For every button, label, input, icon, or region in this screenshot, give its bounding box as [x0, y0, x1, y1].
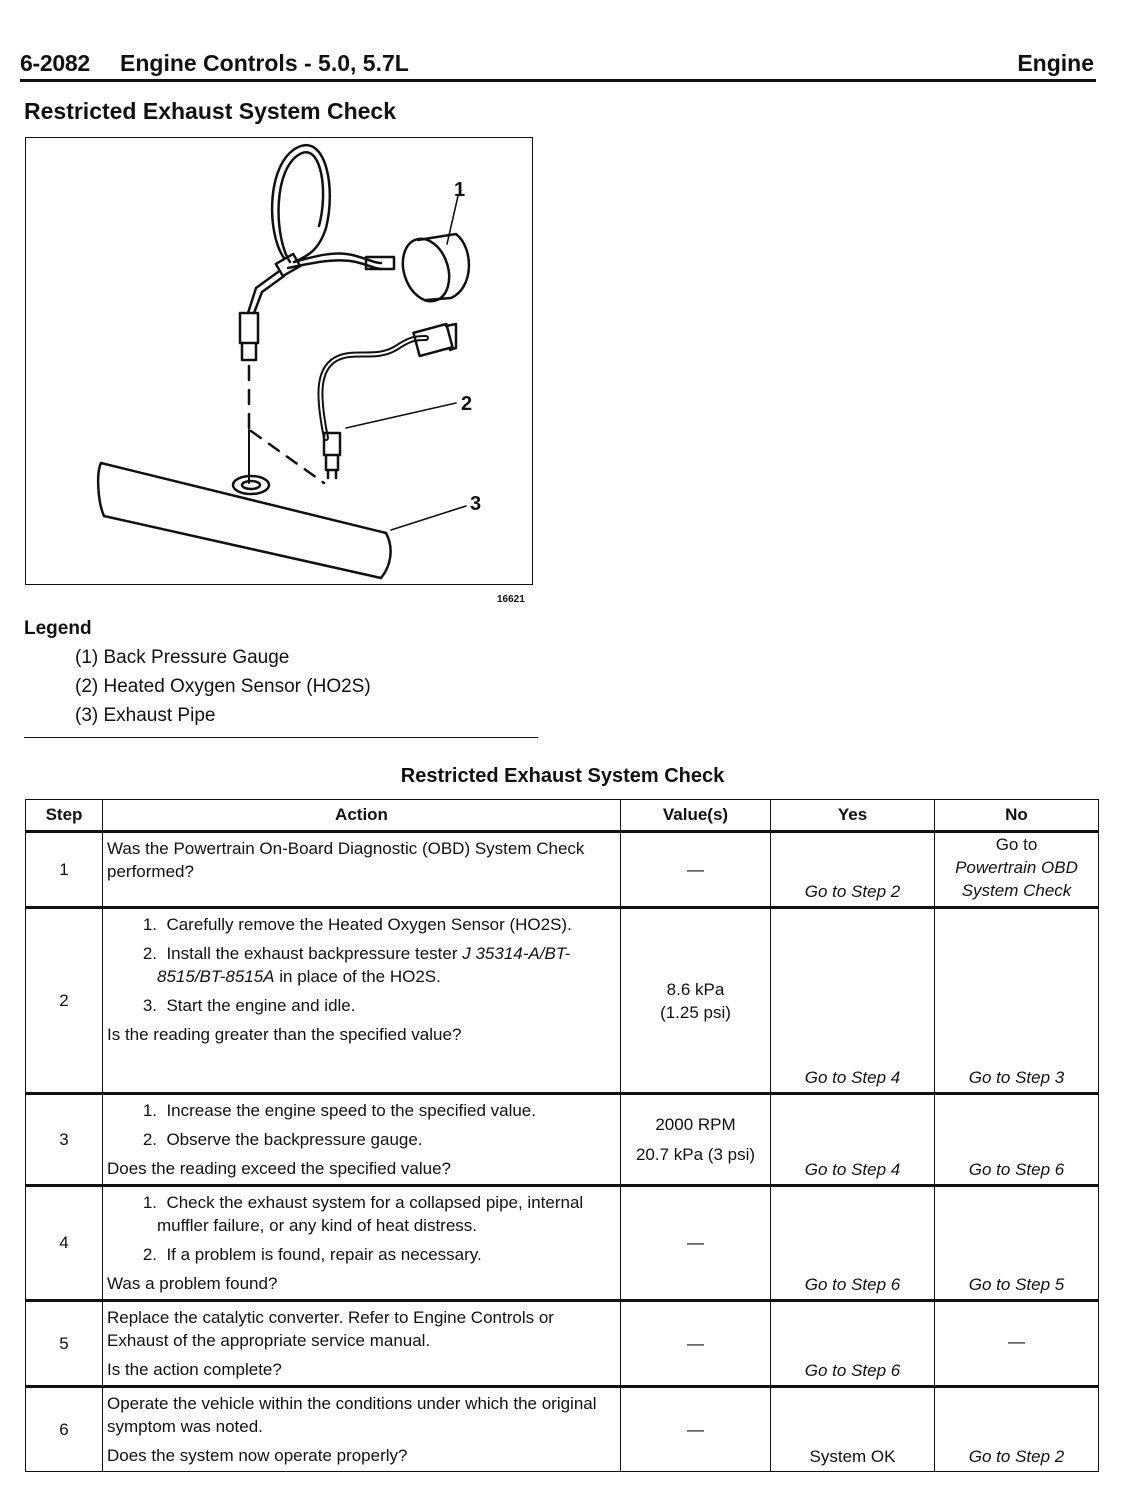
- exhaust-check-illustration: [25, 137, 533, 585]
- yes-action: Go to Step 4: [771, 908, 935, 1094]
- section-name: Engine: [1017, 50, 1094, 76]
- action-question: Is the action complete?: [107, 1360, 282, 1379]
- action-question: Does the reading exceed the specified value?: [107, 1159, 452, 1178]
- no-action: Go to Step 3: [935, 908, 1099, 1094]
- step-value: —: [621, 1186, 771, 1301]
- header-yes: Yes: [771, 800, 935, 832]
- action-question: Was a problem found?: [107, 1274, 278, 1293]
- action-list-item: 1. Increase the engine speed to the specified value.: [142, 1101, 536, 1120]
- step-number: 3: [26, 1094, 103, 1186]
- header-action: Action: [103, 800, 621, 832]
- table-row: [26, 1301, 1099, 1387]
- legend-title: Legend: [24, 618, 92, 639]
- step-value: —: [621, 1301, 771, 1387]
- yes-action: Go to Step 6: [771, 1186, 935, 1301]
- action-question: Does the system now operate properly?: [107, 1446, 408, 1465]
- header-step: Step: [26, 800, 103, 832]
- yes-action: Go to Step 6: [771, 1301, 935, 1387]
- action-list-item: 1. Check the exhaust system for a collapsed pipe, internal muffler failure, or any kind of heat distress.: [142, 1193, 584, 1235]
- table-row: [26, 1094, 1099, 1186]
- no-action: —: [935, 1301, 1099, 1387]
- table-row: [26, 908, 1099, 1094]
- step-number: 2: [26, 908, 103, 1094]
- step-number: 1: [26, 832, 103, 908]
- legend-list: [75, 646, 371, 733]
- legend-item: (1) Back Pressure Gauge: [75, 647, 290, 668]
- table-row: [26, 1186, 1099, 1301]
- step-value: —: [621, 1387, 771, 1472]
- diagnostic-table: [25, 799, 1099, 1472]
- action-text: Operate the vehicle within the conditions under which the original symptom was noted.: [107, 1394, 597, 1436]
- action-text: Was the Powertrain On-Board Diagnostic (OBD) System Check performed?: [107, 839, 585, 881]
- action-list-item: 1. Carefully remove the Heated Oxygen Sensor (HO2S).: [142, 915, 572, 934]
- action-list-item: 2. Observe the backpressure gauge.: [142, 1130, 423, 1149]
- table-row: [26, 1387, 1099, 1472]
- step-number: 5: [26, 1301, 103, 1387]
- no-action-prefix: Go to: [995, 835, 1038, 854]
- legend-divider: [24, 737, 538, 738]
- page-header: [20, 48, 1096, 82]
- no-action: Go to Step 6: [935, 1094, 1099, 1186]
- action-list-item: 2. Install the exhaust backpressure tester J 35314-A/BT-8515/BT-8515A in place of the HO2S.: [142, 944, 571, 986]
- callout-2: 2: [461, 393, 473, 415]
- action-list: [107, 913, 616, 1017]
- step-action: [103, 832, 621, 908]
- legend-item: (3) Exhaust Pipe: [75, 705, 216, 726]
- callout-3: 3: [470, 493, 482, 515]
- no-action-target: Powertrain OBD System Check: [955, 858, 1078, 900]
- step-action: [103, 908, 621, 1094]
- table-title: Restricted Exhaust System Check: [400, 765, 725, 787]
- yes-action: Go to Step 2: [771, 832, 935, 908]
- table-row: [26, 832, 1099, 908]
- legend-item: (2) Heated Oxygen Sensor (HO2S): [75, 676, 371, 697]
- step-action: [103, 1094, 621, 1186]
- no-action: Go to Step 2: [935, 1387, 1099, 1472]
- action-question: Is the reading greater than the specified value?: [107, 1025, 462, 1044]
- action-list-item: 3. Start the engine and idle.: [142, 996, 356, 1015]
- step-value: —: [621, 832, 771, 908]
- step-value: 8.6 kPa (1.25 psi): [621, 908, 771, 1094]
- yes-action: Go to Step 4: [771, 1094, 935, 1186]
- tool-number: J 35314-A/BT-8515/BT-8515A: [157, 944, 571, 986]
- page-heading: Restricted Exhaust System Check: [24, 98, 396, 124]
- action-text: Replace the catalytic converter. Refer to Engine Controls or Exhaust of the appropriate service manual.: [107, 1308, 554, 1350]
- callout-1: 1: [454, 179, 466, 201]
- figure-id: 16621: [497, 594, 525, 605]
- illustration-drawing: [26, 138, 531, 583]
- step-value: 2000 RPM 20.7 kPa (3 psi): [621, 1094, 771, 1186]
- step-action: [103, 1387, 621, 1472]
- step-number: 6: [26, 1387, 103, 1472]
- header-no: No: [935, 800, 1099, 832]
- action-list: [107, 1191, 616, 1266]
- no-action: Go to Step 5: [935, 1186, 1099, 1301]
- page-number: 6-2082: [20, 50, 90, 76]
- step-action: [103, 1301, 621, 1387]
- table-header-row: [26, 800, 1099, 832]
- action-list-item: 2. If a problem is found, repair as necessary.: [142, 1245, 482, 1264]
- step-number: 4: [26, 1186, 103, 1301]
- yes-action: System OK: [771, 1387, 935, 1472]
- no-action: [935, 832, 1099, 908]
- action-list: [107, 1099, 616, 1151]
- header-values: Value(s): [621, 800, 771, 832]
- step-action: [103, 1186, 621, 1301]
- document-title: Engine Controls - 5.0, 5.7L: [120, 50, 409, 76]
